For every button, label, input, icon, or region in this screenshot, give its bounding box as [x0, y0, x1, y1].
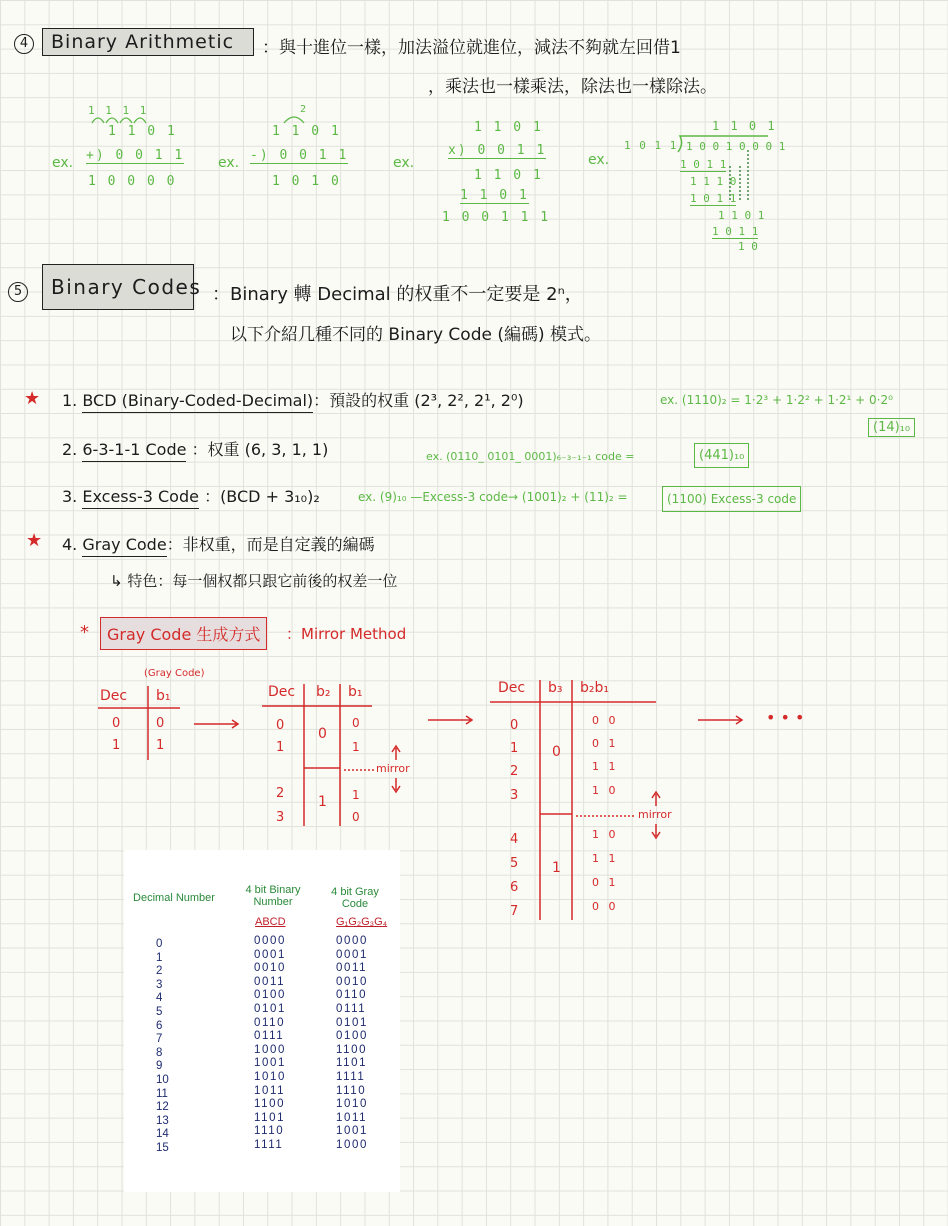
table-cell-decimal: 1	[156, 951, 163, 964]
arrow-right	[194, 720, 238, 728]
t2-b1-0: 0	[352, 716, 360, 730]
table-cell-binary: 0010	[254, 962, 286, 975]
table-cell-gray: 0001	[336, 948, 368, 961]
table-cell-decimal: 7	[156, 1033, 163, 1046]
table-cell-gray: 1100	[336, 1043, 368, 1056]
item-desc: ：預設的权重 (2³, 2², 2¹, 2⁰)	[313, 391, 524, 410]
table-cell-gray: 1101	[336, 1057, 368, 1070]
table-cell-gray: 1010	[336, 1098, 368, 1111]
t2-header-b2: b₂	[316, 684, 331, 700]
t3-dec: 0	[510, 718, 519, 733]
table-cell-decimal: 2	[156, 965, 163, 978]
table-cell-decimal: 11	[156, 1087, 168, 1100]
t3-dec: 3	[510, 788, 519, 803]
excess3-example: ex. (9)₁₀ —Excess-3 code→ (1001)₂ + (11)₂ =	[358, 490, 628, 504]
mul-p1: 1 1 0 1	[474, 168, 543, 183]
t1-b1-0: 0	[156, 716, 165, 731]
item-desc: ：(BCD + 3₁₀)₂	[204, 487, 320, 506]
table-cell-decimal: 15	[156, 1141, 169, 1154]
item-number: 3.	[62, 487, 78, 506]
t3-dec: 2	[510, 764, 519, 779]
table-sub-g: G₁G₂G₃G₄	[336, 916, 388, 928]
section5-title: Binary Codes	[42, 264, 194, 310]
table-header-binary: 4 bit Binary Number	[245, 884, 301, 908]
6311-result: (441)₁₀	[694, 443, 749, 468]
arrow-right	[698, 716, 742, 724]
table-cell-gray: 0010	[336, 975, 368, 988]
bcd-result: (14)₁₀	[868, 418, 915, 437]
table-cell-decimal: 8	[156, 1046, 163, 1059]
add-b: +) 0 0 1 1	[86, 148, 185, 163]
table-cell-gray: 0000	[336, 935, 368, 947]
t3-b3-0: 0	[552, 744, 561, 760]
t2-dec-3: 3	[276, 810, 285, 825]
div-step5: 1 0 1 1	[712, 225, 759, 238]
item-number: 2.	[62, 440, 78, 459]
gray-code-table	[124, 850, 400, 1192]
table-cell-decimal: 10	[156, 1073, 169, 1086]
div-step1: 1 0 1 1	[680, 158, 727, 171]
sub-b: -) 0 0 1 1	[250, 148, 349, 163]
ex-label: ex.	[588, 152, 610, 168]
table-cell-decimal: 4	[156, 992, 163, 1005]
t2-dec-2: 2	[276, 786, 285, 801]
table-col-decimal	[156, 938, 169, 1156]
t3-b21: 0 1	[592, 737, 619, 750]
arrow-right	[428, 716, 472, 724]
item-desc: ：非权重，而是自定義的編碼	[166, 535, 375, 554]
section4-number: 4	[14, 34, 34, 54]
t3-header-dec: Dec	[498, 680, 526, 696]
t2-b2-1: 1	[318, 794, 327, 810]
t1-dec-0: 0	[112, 716, 121, 731]
t3-b21: 1 0	[592, 784, 619, 797]
table-cell-binary: 0101	[254, 1002, 286, 1015]
item-desc: ：权重 (6, 3, 1, 1)	[191, 440, 329, 459]
section4-line1: ：與十進位一樣，加法溢位就進位，減法不夠就左回借1	[262, 38, 681, 58]
div-remainder: 1 0	[738, 240, 758, 253]
t2-b2-0: 0	[318, 726, 327, 742]
sub-a: 1 1 0 1	[272, 124, 341, 139]
mul-result: 1 0 0 1 1 1	[442, 210, 551, 225]
t1-header-b1: b₁	[156, 688, 171, 704]
section4-line2: ，乘法也一樣乘法，除法也一樣除法。	[428, 77, 717, 97]
table-cell-binary: 0011	[254, 975, 286, 988]
table-cell-binary: 1011	[254, 1084, 286, 1097]
ex-label: ex.	[52, 155, 74, 171]
t2-dec-1: 1	[276, 740, 285, 755]
table-cell-gray: 0111	[336, 1002, 367, 1015]
star-icon: ★	[26, 530, 43, 551]
table-cell-gray: 0101	[336, 1016, 368, 1029]
table-cell-decimal: 0	[156, 938, 163, 950]
item-number: 1.	[62, 391, 78, 410]
t3-b3-1: 1	[552, 860, 561, 876]
t3-b21: 1 1	[592, 760, 619, 773]
div-divisor: 1 0 1 1	[624, 139, 678, 152]
excess3-result: (1100) Excess-3 code	[662, 486, 801, 512]
section4-title: Binary Arithmetic	[42, 28, 254, 56]
gray-method-rest: ：Mirror Method	[286, 625, 407, 643]
add-a: 1 1 0 1	[108, 124, 177, 139]
table-cell-binary: 0001	[254, 948, 286, 961]
t1-b1-1: 1	[156, 738, 165, 753]
section5-line2: 以下介紹几種不同的 Binary Code (編碼) 模式。	[230, 325, 602, 345]
table-cell-gray: 1011	[336, 1111, 368, 1124]
t3-b21: 0 0	[592, 714, 619, 727]
table-header-gray: 4 bit Gray Code	[331, 886, 379, 910]
t3-dec: 5	[510, 856, 519, 871]
table-cell-binary: 0110	[254, 1016, 286, 1029]
bcd-example: ex. (1110)₂ = 1·2³ + 1·2² + 1·2¹ + 0·2⁰	[660, 393, 893, 407]
table-cell-gray: 0011	[336, 962, 368, 975]
t3-b21: 1 0	[592, 828, 619, 841]
div-dividend: 1 0 0 1 0 0 0 1	[686, 140, 786, 153]
ex-label: ex.	[218, 155, 240, 171]
t2-b1-1: 1	[352, 740, 360, 754]
table-cell-gray: 1000	[336, 1138, 368, 1151]
div-step4: 1 1 0 1	[718, 209, 765, 222]
table-cell-gray: 1001	[336, 1125, 368, 1138]
gray-code-note: (Gray Code)	[144, 668, 205, 679]
item-name: BCD (Binary-Coded-Decimal)	[82, 391, 313, 413]
mul-b: x) 0 0 1 1	[448, 143, 547, 158]
table-col-binary	[254, 935, 286, 1153]
table-cell-binary: 0111	[254, 1030, 285, 1043]
table-cell-decimal: 6	[156, 1019, 163, 1032]
t2-header-b1: b₁	[348, 684, 363, 700]
table-cell-decimal: 14	[156, 1128, 169, 1141]
t3-b21: 1 1	[592, 852, 619, 865]
table-cell-gray: 0100	[336, 1030, 368, 1043]
mul-a: 1 1 0 1	[474, 120, 543, 135]
t3-dec: 4	[510, 832, 519, 847]
section5-line1: ：Binary 轉 Decimal 的权重不一定要是 2ⁿ，	[212, 284, 583, 305]
t3-header-b21: b₂b₁	[580, 680, 609, 696]
table-cell-binary: 1111	[254, 1138, 284, 1151]
t2-grid	[262, 684, 372, 826]
table-cell-binary: 1100	[254, 1098, 286, 1111]
table-cell-gray: 1111	[336, 1070, 366, 1083]
mul-p2: 1 1 0 1	[460, 188, 529, 203]
t3-b21: 0 0	[592, 900, 619, 913]
add-carry: 1 1 1 1	[88, 104, 149, 117]
t3-header-b3: b₃	[548, 680, 563, 696]
section5-number: 5	[8, 282, 28, 302]
t1-grid	[98, 686, 180, 760]
sub-result: 1 0 1 0	[272, 174, 341, 189]
t2-mirror-arrows	[392, 746, 400, 792]
gray-method-title: Gray Code 生成方式	[100, 617, 267, 650]
t3-grid	[490, 680, 656, 920]
table-cell-gray: 0110	[336, 989, 368, 1002]
table-cell-binary: 1001	[254, 1057, 286, 1070]
table-cell-gray: 1110	[336, 1084, 367, 1097]
table-cell-decimal: 5	[156, 1005, 163, 1018]
table-cell-binary: 1010	[254, 1070, 286, 1083]
table-cell-decimal: 12	[156, 1101, 169, 1114]
div-step2: 1 1 1 0	[690, 175, 737, 188]
gray-method-star: *	[80, 622, 89, 643]
div-step3: 1 0 1 1	[690, 192, 737, 205]
table-header-decimal: Decimal Number	[133, 892, 215, 904]
table-col-gray	[336, 935, 368, 1153]
t2-mirror-label: mirror	[376, 762, 410, 775]
t2-b1-3: 0	[352, 810, 360, 824]
gray-feature: ↳ 特色：每一個权都只跟它前後的权差一位	[110, 572, 398, 590]
t3-b21: 0 1	[592, 876, 619, 889]
sub-borrow: 2	[300, 104, 309, 115]
table-cell-decimal: 9	[156, 1060, 163, 1073]
div-quotient: 1 1 0 1	[712, 119, 777, 133]
t3-dec: 7	[510, 904, 519, 919]
t3-dec: 1	[510, 741, 519, 756]
t1-header-dec: Dec	[100, 688, 128, 704]
table-sub-abcd: ABCD	[255, 916, 286, 928]
item-number: 4.	[62, 535, 78, 554]
table-cell-decimal: 13	[156, 1114, 169, 1127]
t2-header-dec: Dec	[268, 684, 296, 700]
t1-dec-1: 1	[112, 738, 121, 753]
more-dots: • • •	[766, 708, 805, 727]
table-cell-binary: 1101	[254, 1111, 286, 1124]
table-cell-binary: 0100	[254, 989, 286, 1002]
table-cell-binary: 1110	[254, 1125, 285, 1138]
t3-dec: 6	[510, 880, 519, 895]
table-cell-binary: 1000	[254, 1043, 286, 1056]
item-name: Gray Code	[82, 535, 166, 557]
table-cell-decimal: 3	[156, 978, 163, 991]
t3-mirror-label: mirror	[638, 808, 672, 821]
item-name: Excess-3 Code	[82, 487, 199, 509]
table-cell-binary: 0000	[254, 935, 286, 947]
6311-example: ex. (0110_ 0101_ 0001)₆₋₃₋₁₋₁ code =	[426, 450, 635, 463]
ex-label: ex.	[393, 155, 415, 171]
t2-b1-2: 1	[352, 788, 360, 802]
star-icon: ★	[24, 388, 41, 409]
item-name: 6-3-1-1 Code	[82, 440, 186, 462]
t3-mirror-arrows	[652, 792, 660, 838]
add-result: 1 0 0 0 0	[88, 174, 177, 189]
t2-dec-0: 0	[276, 718, 285, 733]
